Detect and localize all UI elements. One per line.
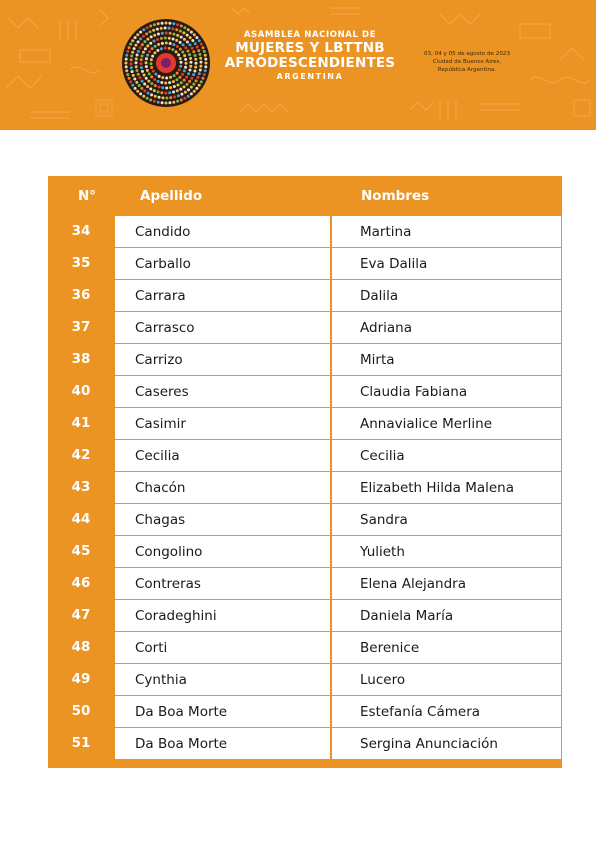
row-apellido: Carrizo (115, 344, 330, 375)
row-apellido: Casimir (115, 408, 330, 439)
table-row (48, 344, 562, 375)
row-nombres: Daniela María (332, 600, 561, 631)
row-nombres: Estefanía Cámera (332, 696, 561, 727)
header-apellido: Apellido (140, 188, 203, 204)
row-nombres: Martina (332, 216, 561, 247)
title-line-2: MUJERES Y LBTTNB (235, 40, 385, 56)
row-number: 51 (71, 735, 91, 751)
row-nombres: Claudia Fabiana (332, 376, 561, 407)
table-row (48, 216, 562, 247)
table-row (48, 472, 562, 503)
header-banner (0, 0, 596, 130)
row-apellido: Chagas (115, 504, 330, 535)
row-nombres: Cecilia (332, 440, 561, 471)
header-nombres: Nombres (361, 188, 430, 204)
row-nombres: Lucero (332, 664, 561, 695)
row-number: 46 (71, 575, 91, 591)
table-row (48, 728, 562, 759)
row-nombres: Eva Dalila (332, 248, 561, 279)
row-nombres: Annavialice Merline (332, 408, 561, 439)
table-row (48, 376, 562, 407)
table-row (48, 312, 562, 343)
row-number: 34 (71, 223, 91, 239)
row-number: 43 (71, 479, 91, 495)
row-apellido: Chacón (115, 472, 330, 503)
table-row (48, 568, 562, 599)
row-apellido: Caseres (115, 376, 330, 407)
table-row (48, 536, 562, 567)
table-row (48, 696, 562, 727)
event-city: Ciudad de Buenos Aires, (432, 59, 502, 65)
event-country: República Argentina. (437, 67, 497, 73)
row-nombres: Sergina Anunciación (332, 728, 561, 759)
row-apellido: Carrasco (115, 312, 330, 343)
row-apellido: Da Boa Morte (115, 728, 330, 759)
table-row (48, 280, 562, 311)
row-nombres: Elena Alejandra (332, 568, 561, 599)
row-number: 50 (71, 703, 91, 719)
row-apellido: Cecilia (115, 440, 330, 471)
header-num: N° (78, 188, 97, 204)
row-number: 40 (71, 383, 91, 399)
row-number: 48 (71, 639, 91, 655)
row-apellido: Cynthia (115, 664, 330, 695)
event-title (222, 30, 398, 83)
row-apellido: Congolino (115, 536, 330, 567)
row-nombres: Adriana (332, 312, 561, 343)
table-row (48, 664, 562, 695)
row-apellido: Contreras (115, 568, 330, 599)
table-row (48, 440, 562, 471)
row-number: 36 (71, 287, 91, 303)
row-number: 44 (71, 511, 91, 527)
event-info (414, 50, 520, 74)
table-body (48, 216, 562, 760)
row-number: 38 (71, 351, 91, 367)
row-number: 42 (71, 447, 91, 463)
row-nombres: Dalila (332, 280, 561, 311)
row-apellido: Carrara (115, 280, 330, 311)
row-nombres: Yulieth (332, 536, 561, 567)
table-row (48, 504, 562, 535)
row-apellido: Corti (115, 632, 330, 663)
row-number: 47 (71, 607, 91, 623)
table-row (48, 408, 562, 439)
row-apellido: Coradeghini (115, 600, 330, 631)
participants-table (48, 176, 562, 768)
title-line-3: AFRODESCENDIENTES (224, 55, 396, 71)
table-row (48, 600, 562, 631)
title-line-4: ARGENTINA (276, 72, 344, 81)
table-header (48, 176, 562, 216)
row-nombres: Mirta (332, 344, 561, 375)
row-apellido: Candido (115, 216, 330, 247)
row-number: 41 (71, 415, 91, 431)
table-row (48, 248, 562, 279)
row-number: 35 (71, 255, 91, 271)
row-number: 49 (71, 671, 91, 687)
row-number: 37 (71, 319, 91, 335)
event-date: 03, 04 y 05 de agosto de 2023 (423, 51, 511, 57)
afro-circle-logo (122, 19, 210, 107)
row-nombres: Elizabeth Hilda Malena (332, 472, 561, 503)
row-apellido: Da Boa Morte (115, 696, 330, 727)
row-nombres: Sandra (332, 504, 561, 535)
table-row (48, 632, 562, 663)
row-nombres: Berenice (332, 632, 561, 663)
title-line-1: ASAMBLEA NACIONAL DE (243, 30, 377, 40)
row-number: 45 (71, 543, 91, 559)
row-apellido: Carballo (115, 248, 330, 279)
